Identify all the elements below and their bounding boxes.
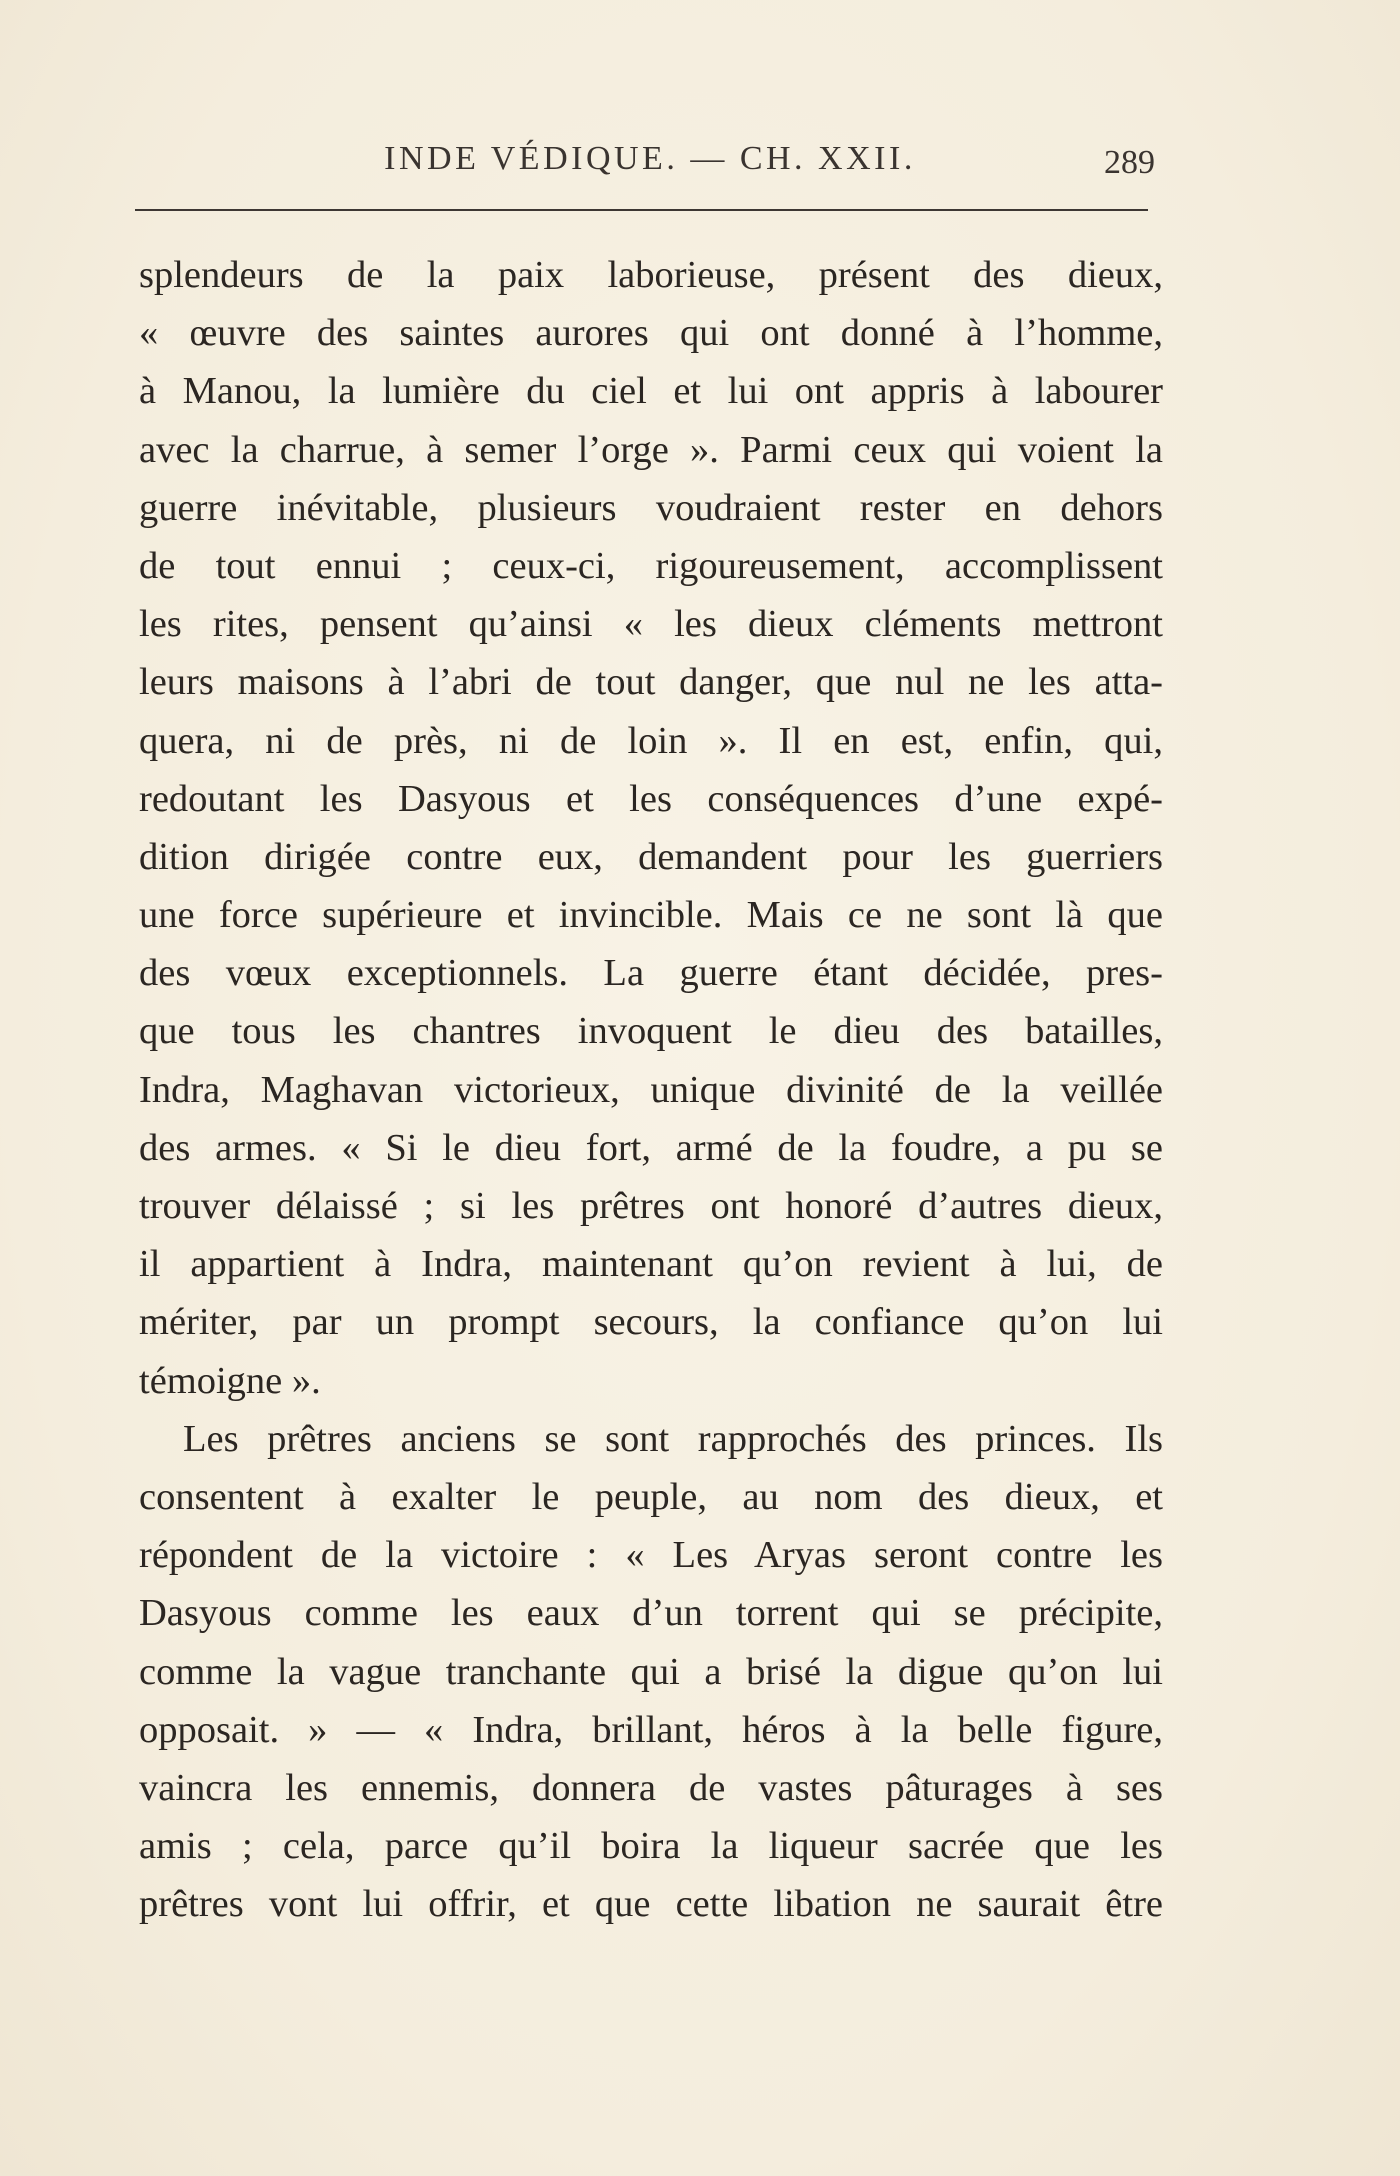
- text-line: trouver délaissé ; si les prêtres ont honoré d’autres dieux,: [139, 1185, 1163, 1227]
- text-line: témoigne ».: [139, 1359, 321, 1402]
- running-title: INDE VÉDIQUE. — CH. XXII.: [384, 140, 916, 177]
- text-line: vaincra les ennemis, donnera de vastes pâturages à ses: [139, 1766, 1163, 1809]
- text-line: comme la vague tranchante qui a brisé la digue qu’on lui: [139, 1650, 1163, 1693]
- text-line: amis ; cela, parce qu’il boira la liqueur sacrée que les: [139, 1825, 1163, 1868]
- text-line: leurs maisons à l’abri de tout danger, que nul ne les atta-: [139, 661, 1163, 704]
- text-line: Dasyous comme les eaux d’un torrent qui se précipite,: [139, 1592, 1163, 1635]
- text-line: répondent de la victoire : « Les Aryas seront contre les: [139, 1534, 1163, 1577]
- header-rule: [135, 209, 1148, 211]
- text-line: prêtres vont lui offrir, et que cette libation ne saurait être: [139, 1883, 1163, 1926]
- paragraph-first-line: Les prêtres anciens se sont rapprochés des princes. Ils: [183, 1417, 1163, 1460]
- text-line: « œuvre des saintes aurores qui ont donné à l’homme,: [139, 312, 1163, 355]
- text-line: consentent à exalter le peuple, au nom des dieux, et: [139, 1475, 1163, 1518]
- text-line: mériter, par un prompt secours, la confiance qu’on lui: [139, 1301, 1163, 1344]
- text-line: dition dirigée contre eux, demandent pour les guerriers: [139, 835, 1163, 878]
- text-line: les rites, pensent qu’ainsi « les dieux cléments mettront: [139, 603, 1163, 646]
- text-line: Indra, Maghavan victorieux, unique divinité de la veillée: [139, 1068, 1163, 1111]
- text-line: avec la charrue, à semer l’orge ». Parmi ceux qui voient la: [139, 428, 1163, 471]
- body-text: [139, 246, 1163, 1933]
- text-line: splendeurs de la paix laborieuse, présent des dieux,: [139, 254, 1163, 296]
- text-line: quera, ni de près, ni de loin ». Il en est, enfin, qui,: [139, 719, 1163, 762]
- text-line: des vœux exceptionnels. La guerre étant décidée, pres-: [139, 952, 1163, 995]
- text-line: que tous les chantres invoquent le dieu des batailles,: [139, 1010, 1163, 1053]
- text-line: il appartient à Indra, maintenant qu’on revient à lui, de: [139, 1243, 1163, 1286]
- text-line: de tout ennui ; ceux-ci, rigoureusement, accomplissent: [139, 544, 1163, 587]
- page-number: 289: [1104, 144, 1155, 181]
- text-line: opposait. » — « Indra, brillant, héros à la belle figure,: [139, 1708, 1163, 1751]
- text-line: guerre inévitable, plusieurs voudraient rester en dehors: [139, 486, 1163, 529]
- text-line: redoutant les Dasyous et les conséquences d’une expé-: [139, 777, 1163, 820]
- running-head: [135, 140, 1165, 190]
- text-line: à Manou, la lumière du ciel et lui ont appris à labourer: [139, 370, 1163, 413]
- text-line: des armes. « Si le dieu fort, armé de la foudre, a pu se: [139, 1126, 1163, 1169]
- text-line: une force supérieure et invincible. Mais ce ne sont là que: [139, 894, 1163, 937]
